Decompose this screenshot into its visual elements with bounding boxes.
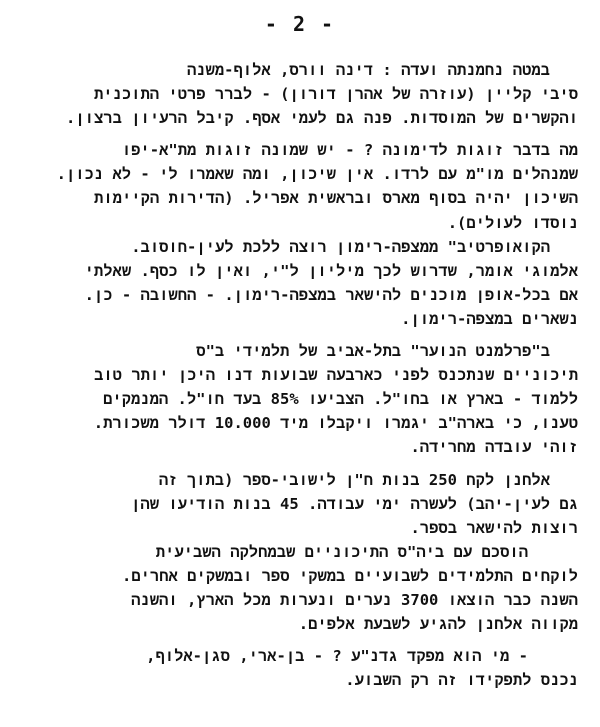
text-line: השנה כבר הוצאו 3700 נערים ונערות מכל הארץ, והשנה	[131, 590, 578, 609]
text-line: תיכוניים שנתכנס לפני כארבעה שבועות דנו היכן יותר טוב	[94, 366, 578, 385]
text-line: ב"פרלמנט הנוער" בתל-אביב של תלמידי ב"ס	[196, 342, 550, 361]
text-line: טענו, כי בארה"ב יגמרו ויקבלו מיד 10.000 דולר משכורת.	[93, 414, 578, 433]
text-line: מה בדבר זוגות לדימונה ? - יש שמונה זוגות מת"א-יפו	[121, 141, 578, 160]
text-line: אלחנן לקח 250 בנות ח"ן לישובי-ספר (בתוך זה	[158, 470, 550, 489]
text-line: מקווה אלחנן להגיע לשבעת אלפים.	[298, 615, 578, 634]
page-number: - 2 -	[264, 12, 336, 36]
text-line: נכנס לתפקידו זה רק השבוע.	[345, 671, 578, 690]
document-body	[18, 58, 578, 692]
text-line: סיבי קליין (עוזרה של אהרן דורון) - לברר פרטי התוכנית	[93, 85, 578, 104]
text-line: אם בכל-אופן מוכנים להישאר במצפה-רימון. - החשובה - כן.	[84, 285, 578, 304]
text-line: הקואופרטיב" ממצפה-רימון רוצה ללכת לעין-חוסוב.	[131, 237, 550, 256]
text-line: נוסדו לעולים).	[447, 213, 578, 232]
text-line: השיכון יהיה בסוף מארס ובראשית אפריל. (הדירות הקיימות	[94, 189, 578, 208]
text-line: שמנהלים מו"מ עם לרדו. אין שיכון, ומה שאמרו לי - לא נכון.	[56, 165, 578, 184]
text-line: והקשרים של המוסדות. פנה גם לעמי אסף. קיבל הרעיון ברצון.	[66, 109, 578, 128]
text-line: - מי הוא מפקד גדנ"ע ? - בן-ארי, סגן-אלוף,	[146, 647, 528, 666]
text-line: במטה נחמנתה ועדה : דינה וורס, אלוף-משנה	[186, 61, 550, 79]
text-line: ללמוד - בארץ או בחו"ל. הצביעו 85% בעד חו"ל. המנמקים	[103, 390, 578, 409]
text-line: הוסכם עם ביה"ס התיכוניים שבמחלקה השביעית	[155, 542, 528, 561]
text-line: רוצות להישאר בספר.	[410, 518, 578, 537]
text-line: לוקחים התלמידים לשבועיים במשקי ספר ובמשקים אחרים.	[122, 566, 578, 585]
text-line: גם לעין-יהב) לעשרה ימי עבודה. 45 בנות הודיעו שהן	[131, 494, 578, 513]
text-line: אלמוגי אומר, שדרוש לכך מיליון ל"י, ואין לו כסף. שאלתי	[84, 261, 578, 280]
text-line: נשארים במצפה-רימון.	[401, 309, 578, 328]
text-line: זוהי עובדה מחרידה.	[410, 438, 578, 457]
